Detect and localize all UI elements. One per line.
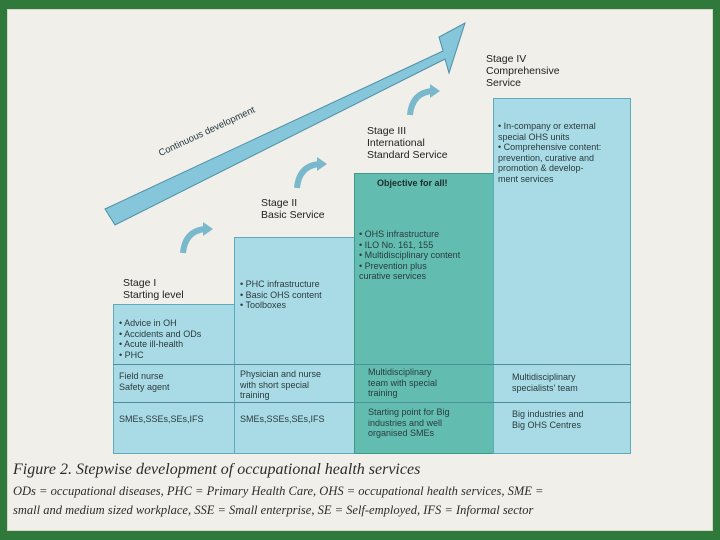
stage-2-staff: Physician and nurse with short special training bbox=[240, 369, 322, 400]
stage-4-staff: Multidisciplinary specialists' team bbox=[512, 372, 578, 393]
figure-caption-title: Figure 2. Stepwise development of occupational health services bbox=[13, 461, 421, 478]
figure-caption-line-1: ODs = occupational diseases, PHC = Primary Health Care, OHS = occupational health services, SME = bbox=[13, 484, 544, 498]
stage-3-staff: Multidisciplinary team with special training bbox=[368, 367, 438, 398]
stage-3-target: Starting point for Big industries and well organised SMEs bbox=[368, 407, 450, 438]
row-divider bbox=[113, 364, 631, 365]
stage-1-contents: • Advice in OH • Accidents and ODs • Acute ill-health • PHC bbox=[119, 318, 202, 360]
stage-2-target: SMEs,SSEs,SEs,IFS bbox=[240, 414, 325, 424]
figure-frame bbox=[7, 9, 713, 531]
stage-3-contents: • OHS infrastructure • ILO No. 161, 155 • Multidisciplinary content • Prevention plus curative services bbox=[359, 229, 461, 281]
stage-3-objective: Objective for all! bbox=[377, 178, 448, 188]
stage-4-title: Stage IV Comprehensive Service bbox=[486, 53, 560, 89]
stage-1-title: Stage I Starting level bbox=[123, 277, 184, 301]
step-arrow-icon bbox=[289, 154, 331, 194]
stage-1-staff: Field nurse Safety agent bbox=[119, 371, 170, 392]
stage-2-contents: • PHC infrastructure • Basic OHS content • Toolboxes bbox=[240, 279, 322, 310]
arrow-label: Continuous development bbox=[157, 104, 257, 159]
stage-4-target: Big industries and Big OHS Centres bbox=[512, 409, 584, 430]
stage-3-title: Stage III International Standard Service bbox=[367, 125, 448, 161]
stage-4-contents: • In-company or external special OHS units • Comprehensive content: prevention, curative and promotion & develop- ment services bbox=[498, 121, 602, 184]
stage-2-title: Stage II Basic Service bbox=[261, 197, 325, 221]
figure-caption-line-2: small and medium sized workplace, SSE = Small enterprise, SE = Self-employed, IFS = Informal sector bbox=[13, 503, 534, 517]
step-arrow-icon bbox=[402, 81, 444, 121]
stage-1-target: SMEs,SSEs,SEs,IFS bbox=[119, 414, 204, 424]
step-arrow-icon bbox=[175, 219, 215, 259]
row-divider bbox=[113, 402, 631, 403]
